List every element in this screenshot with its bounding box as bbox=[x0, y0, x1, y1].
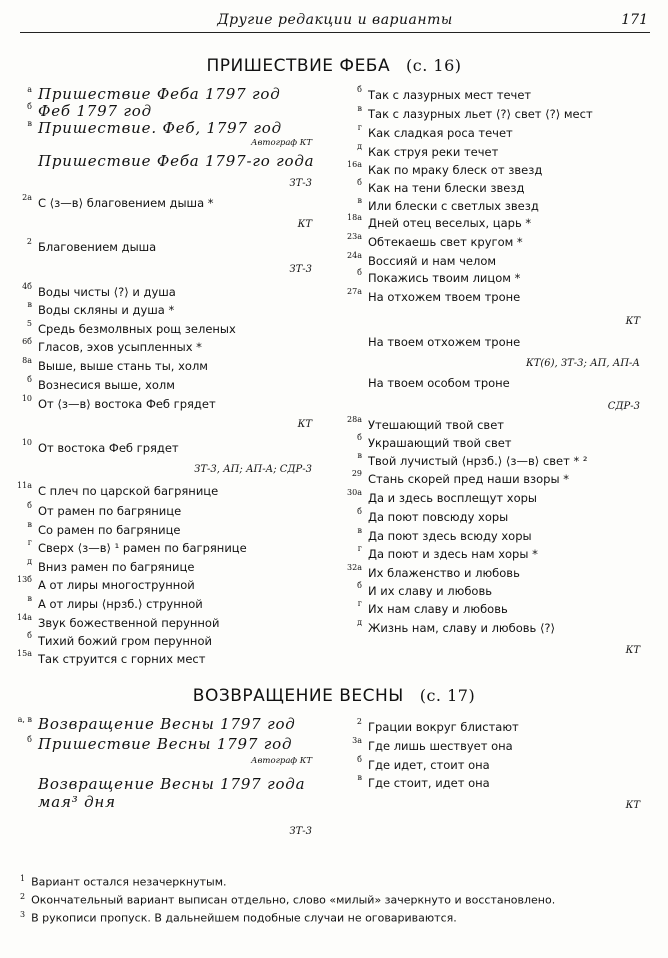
variant-mark: в bbox=[27, 594, 32, 603]
variant-mark: 14а bbox=[17, 613, 32, 622]
source-siglum: СДР-3 bbox=[607, 401, 640, 412]
verse-variant-line: Благовением дыша bbox=[38, 240, 157, 254]
source-siglum: ЗТ-3 bbox=[289, 826, 312, 837]
variant-mark: б bbox=[357, 433, 362, 442]
running-head bbox=[20, 10, 650, 33]
verse-variant-line: А от лиры многострунной bbox=[38, 578, 195, 592]
variant-mark: б bbox=[27, 735, 32, 744]
title-variant-line: Пришествие Весны 1797 год bbox=[38, 735, 293, 753]
verse-variant-line: Вознесися выше, холм bbox=[38, 378, 175, 392]
verse-variant-line: Украшающий твой свет bbox=[368, 436, 512, 450]
verse-variant-line: Звук божественной перунной bbox=[38, 616, 220, 630]
variant-mark: в bbox=[27, 520, 32, 529]
verse-variant-line: Средь безмолвных рощ зеленых bbox=[38, 322, 236, 336]
verse-variant-line: И их славу и любовь bbox=[368, 584, 492, 598]
variant-mark: 23а bbox=[347, 232, 362, 241]
verse-variant-line: Грации вокруг блистают bbox=[368, 720, 519, 734]
verse-variant-line: На твоем отхожем троне bbox=[368, 335, 521, 349]
variant-mark: б bbox=[357, 85, 362, 94]
verse-variant-line: С плеч по царской багрянице bbox=[38, 484, 219, 498]
title-variant-line: Пришествие. Феб, 1797 год bbox=[38, 119, 282, 137]
verse-variant-line: На отхожем твоем троне bbox=[368, 290, 521, 304]
variant-mark: 8а bbox=[22, 356, 32, 365]
footnote-text: В рукописи пропуск. В дальнейшем подобные случаи не оговариваются. bbox=[31, 911, 457, 925]
variant-mark: г bbox=[357, 599, 362, 608]
section-heading-phoebus bbox=[0, 56, 668, 76]
verse-variant-line: Так с лазурных мест течет bbox=[368, 88, 532, 102]
verse-variant-line: Их нам славу и любовь bbox=[368, 602, 508, 616]
footnote-mark: 3 bbox=[20, 910, 26, 919]
variant-mark: б bbox=[27, 501, 32, 510]
variant-mark: б bbox=[27, 102, 32, 111]
source-siglum: Автограф КТ bbox=[251, 138, 312, 148]
verse-variant-line: Как на тени блески звезд bbox=[368, 181, 525, 195]
verse-variant-line: Дней отец веселых, царь * bbox=[368, 216, 532, 230]
verse-variant-line: Со рамен по багрянице bbox=[38, 523, 181, 537]
variant-mark: 4б bbox=[22, 282, 32, 291]
footnote-text: Вариант остался незачеркнутым. bbox=[31, 875, 227, 889]
source-siglum: КТ bbox=[625, 316, 640, 327]
verse-variant-line: Или блески с светлых звезд bbox=[368, 199, 539, 213]
title-variant-line: Пришествие Феба 1797 год bbox=[38, 85, 281, 103]
verse-variant-line: Сверх ⟨з—в⟩ ¹ рамен по багрянице bbox=[38, 541, 247, 555]
variant-mark: в bbox=[357, 451, 362, 460]
variant-mark: 16а bbox=[347, 160, 362, 169]
variant-mark: 30а bbox=[347, 488, 362, 497]
verse-variant-line: Выше, выше стань ты, холм bbox=[38, 359, 208, 373]
verse-variant-line: Гласов, эхов усыпленных * bbox=[38, 340, 202, 354]
verse-variant-line: Где стоит, идет она bbox=[368, 776, 490, 790]
verse-variant-line: Воды скляны и душа * bbox=[38, 303, 175, 317]
verse-variant-line: Так струится с горних мест bbox=[38, 652, 206, 666]
variant-mark: б bbox=[357, 581, 362, 590]
variant-mark: в bbox=[357, 104, 362, 113]
verse-variant-line: Утешающий твой свет bbox=[368, 418, 504, 432]
variant-mark: 27а bbox=[347, 287, 362, 296]
verse-variant-line: Воды чисты ⟨?⟩ и душа bbox=[38, 285, 176, 299]
variant-mark: а bbox=[27, 85, 32, 94]
section-title: ВОЗВРАЩЕНИЕ ВЕСНЫ bbox=[192, 686, 404, 706]
variant-mark: б bbox=[357, 755, 362, 764]
variant-mark: 10 bbox=[21, 438, 32, 447]
variant-mark: 3а bbox=[352, 736, 362, 745]
variant-mark: г bbox=[27, 538, 32, 547]
verse-variant-line: На твоем особом троне bbox=[368, 376, 510, 390]
variant-mark: г bbox=[357, 123, 362, 132]
section-title: ПРИШЕСТВИЕ ФЕБА bbox=[206, 56, 391, 76]
variant-mark: 2а bbox=[22, 193, 32, 202]
variant-mark: б bbox=[27, 631, 32, 640]
source-siglum: ЗТ-3 bbox=[289, 178, 312, 189]
verse-variant-line: Где идет, стоит она bbox=[368, 758, 490, 772]
verse-variant-line: Их блаженство и любовь bbox=[368, 566, 520, 580]
verse-variant-line: Жизнь нам, славу и любовь ⟨?⟩ bbox=[368, 621, 556, 635]
source-siglum: КТ bbox=[297, 219, 312, 230]
source-siglum: ЗТ-3, АП; АП-А; СДР-3 bbox=[194, 464, 312, 475]
verse-variant-line: От рамен по багрянице bbox=[38, 504, 182, 518]
title-variant-line: Возвращение Весны 1797 года bbox=[38, 775, 306, 793]
verse-variant-line: Да поют и здесь нам хоры * bbox=[368, 547, 538, 561]
source-siglum: КТ(6), ЗТ-3; АП, АП-А bbox=[525, 358, 640, 369]
variant-mark: а, в bbox=[17, 715, 32, 724]
source-siglum: КТ bbox=[625, 800, 640, 811]
section-heading-spring bbox=[0, 686, 668, 706]
variant-mark: 10 bbox=[21, 394, 32, 403]
verse-variant-line: Как струя реки течет bbox=[368, 145, 499, 159]
variant-mark: в bbox=[27, 119, 32, 128]
variant-mark: 2 bbox=[356, 717, 362, 726]
verse-variant-line: Воссияй и нам челом bbox=[368, 254, 497, 268]
footnote bbox=[20, 892, 555, 907]
variant-mark: 29 bbox=[351, 469, 362, 478]
variant-mark: б bbox=[357, 507, 362, 516]
verse-variant-line: Тихий божий гром перунной bbox=[38, 634, 212, 648]
source-siglum: Автограф КТ bbox=[251, 756, 312, 766]
verse-variant-line: С ⟨з—в⟩ благовением дыша * bbox=[38, 196, 214, 210]
footnote bbox=[20, 910, 457, 925]
variant-mark: в bbox=[27, 300, 32, 309]
verse-variant-line: Да и здесь восплещут хоры bbox=[368, 491, 538, 505]
variant-mark: г bbox=[357, 544, 362, 553]
variant-mark: 18а bbox=[347, 213, 362, 222]
source-siglum: КТ bbox=[625, 645, 640, 656]
page-number: 171 bbox=[621, 12, 648, 28]
footnote-text: Окончательный вариант выписан отдельно, слово «милый» зачеркнуто и восстановлено. bbox=[31, 893, 556, 907]
section-page-ref: (с. 16) bbox=[406, 56, 462, 75]
verse-variant-line: А от лиры ⟨нрзб.⟩ струнной bbox=[38, 597, 203, 611]
variant-mark: 15а bbox=[17, 649, 32, 658]
variant-mark: б bbox=[357, 268, 362, 277]
verse-variant-line: Твой лучистый ⟨нрзб.⟩ ⟨з—в⟩ свет * ² bbox=[368, 454, 588, 468]
verse-variant-line: Да поют повсюду хоры bbox=[368, 510, 509, 524]
verse-variant-line: Обтекаешь свет кругом * bbox=[368, 235, 523, 249]
title-variant-line: мая³ дня bbox=[38, 793, 116, 811]
variant-mark: 28а bbox=[347, 415, 362, 424]
variant-mark: д bbox=[27, 557, 32, 566]
verse-variant-line: Где лишь шествует она bbox=[368, 739, 513, 753]
title-variant-line: Пришествие Феба 1797-го года bbox=[38, 152, 315, 170]
footnote-mark: 1 bbox=[20, 874, 26, 883]
verse-variant-line: Так с лазурных льет ⟨?⟩ свет ⟨?⟩ мест bbox=[368, 107, 593, 121]
variant-mark: 13б bbox=[17, 575, 32, 584]
verse-variant-line: Как по мраку блеск от звезд bbox=[368, 163, 543, 177]
variant-mark: 2 bbox=[26, 237, 32, 246]
verse-variant-line: Стань скорей пред наши взоры * bbox=[368, 472, 569, 486]
variant-mark: 32а bbox=[347, 563, 362, 572]
variant-mark: б bbox=[27, 375, 32, 384]
variant-mark: 6б bbox=[22, 337, 32, 346]
verse-variant-line: Как сладкая роса течет bbox=[368, 126, 513, 140]
section-page-ref: (с. 17) bbox=[419, 686, 476, 705]
variant-mark: в bbox=[357, 526, 362, 535]
verse-variant-line: Покажись твоим лицом * bbox=[368, 271, 521, 285]
variant-mark: д bbox=[357, 142, 362, 151]
variant-mark: в bbox=[357, 773, 362, 782]
verse-variant-line: От востока Феб грядет bbox=[38, 441, 179, 455]
variant-mark: б bbox=[357, 178, 362, 187]
variant-mark: 24а bbox=[347, 251, 362, 260]
title-variant-line: Возвращение Весны 1797 год bbox=[38, 715, 296, 733]
source-siglum: ЗТ-3 bbox=[289, 264, 312, 275]
title-variant-line: Феб 1797 год bbox=[38, 102, 152, 120]
running-head-title: Другие редакции и варианты bbox=[217, 12, 453, 28]
verse-variant-line: Да поют здесь всюду хоры bbox=[368, 529, 532, 543]
variant-mark: 5 bbox=[26, 319, 32, 328]
verse-variant-line: Вниз рамен по багрянице bbox=[38, 560, 195, 574]
variant-mark: д bbox=[357, 618, 362, 627]
source-siglum: КТ bbox=[297, 419, 312, 430]
footnote bbox=[20, 874, 227, 889]
verse-variant-line: От ⟨з—в⟩ востока Феб грядет bbox=[38, 397, 216, 411]
footnote-mark: 2 bbox=[20, 892, 26, 901]
variant-mark: 11а bbox=[17, 481, 32, 490]
variant-mark: в bbox=[357, 196, 362, 205]
